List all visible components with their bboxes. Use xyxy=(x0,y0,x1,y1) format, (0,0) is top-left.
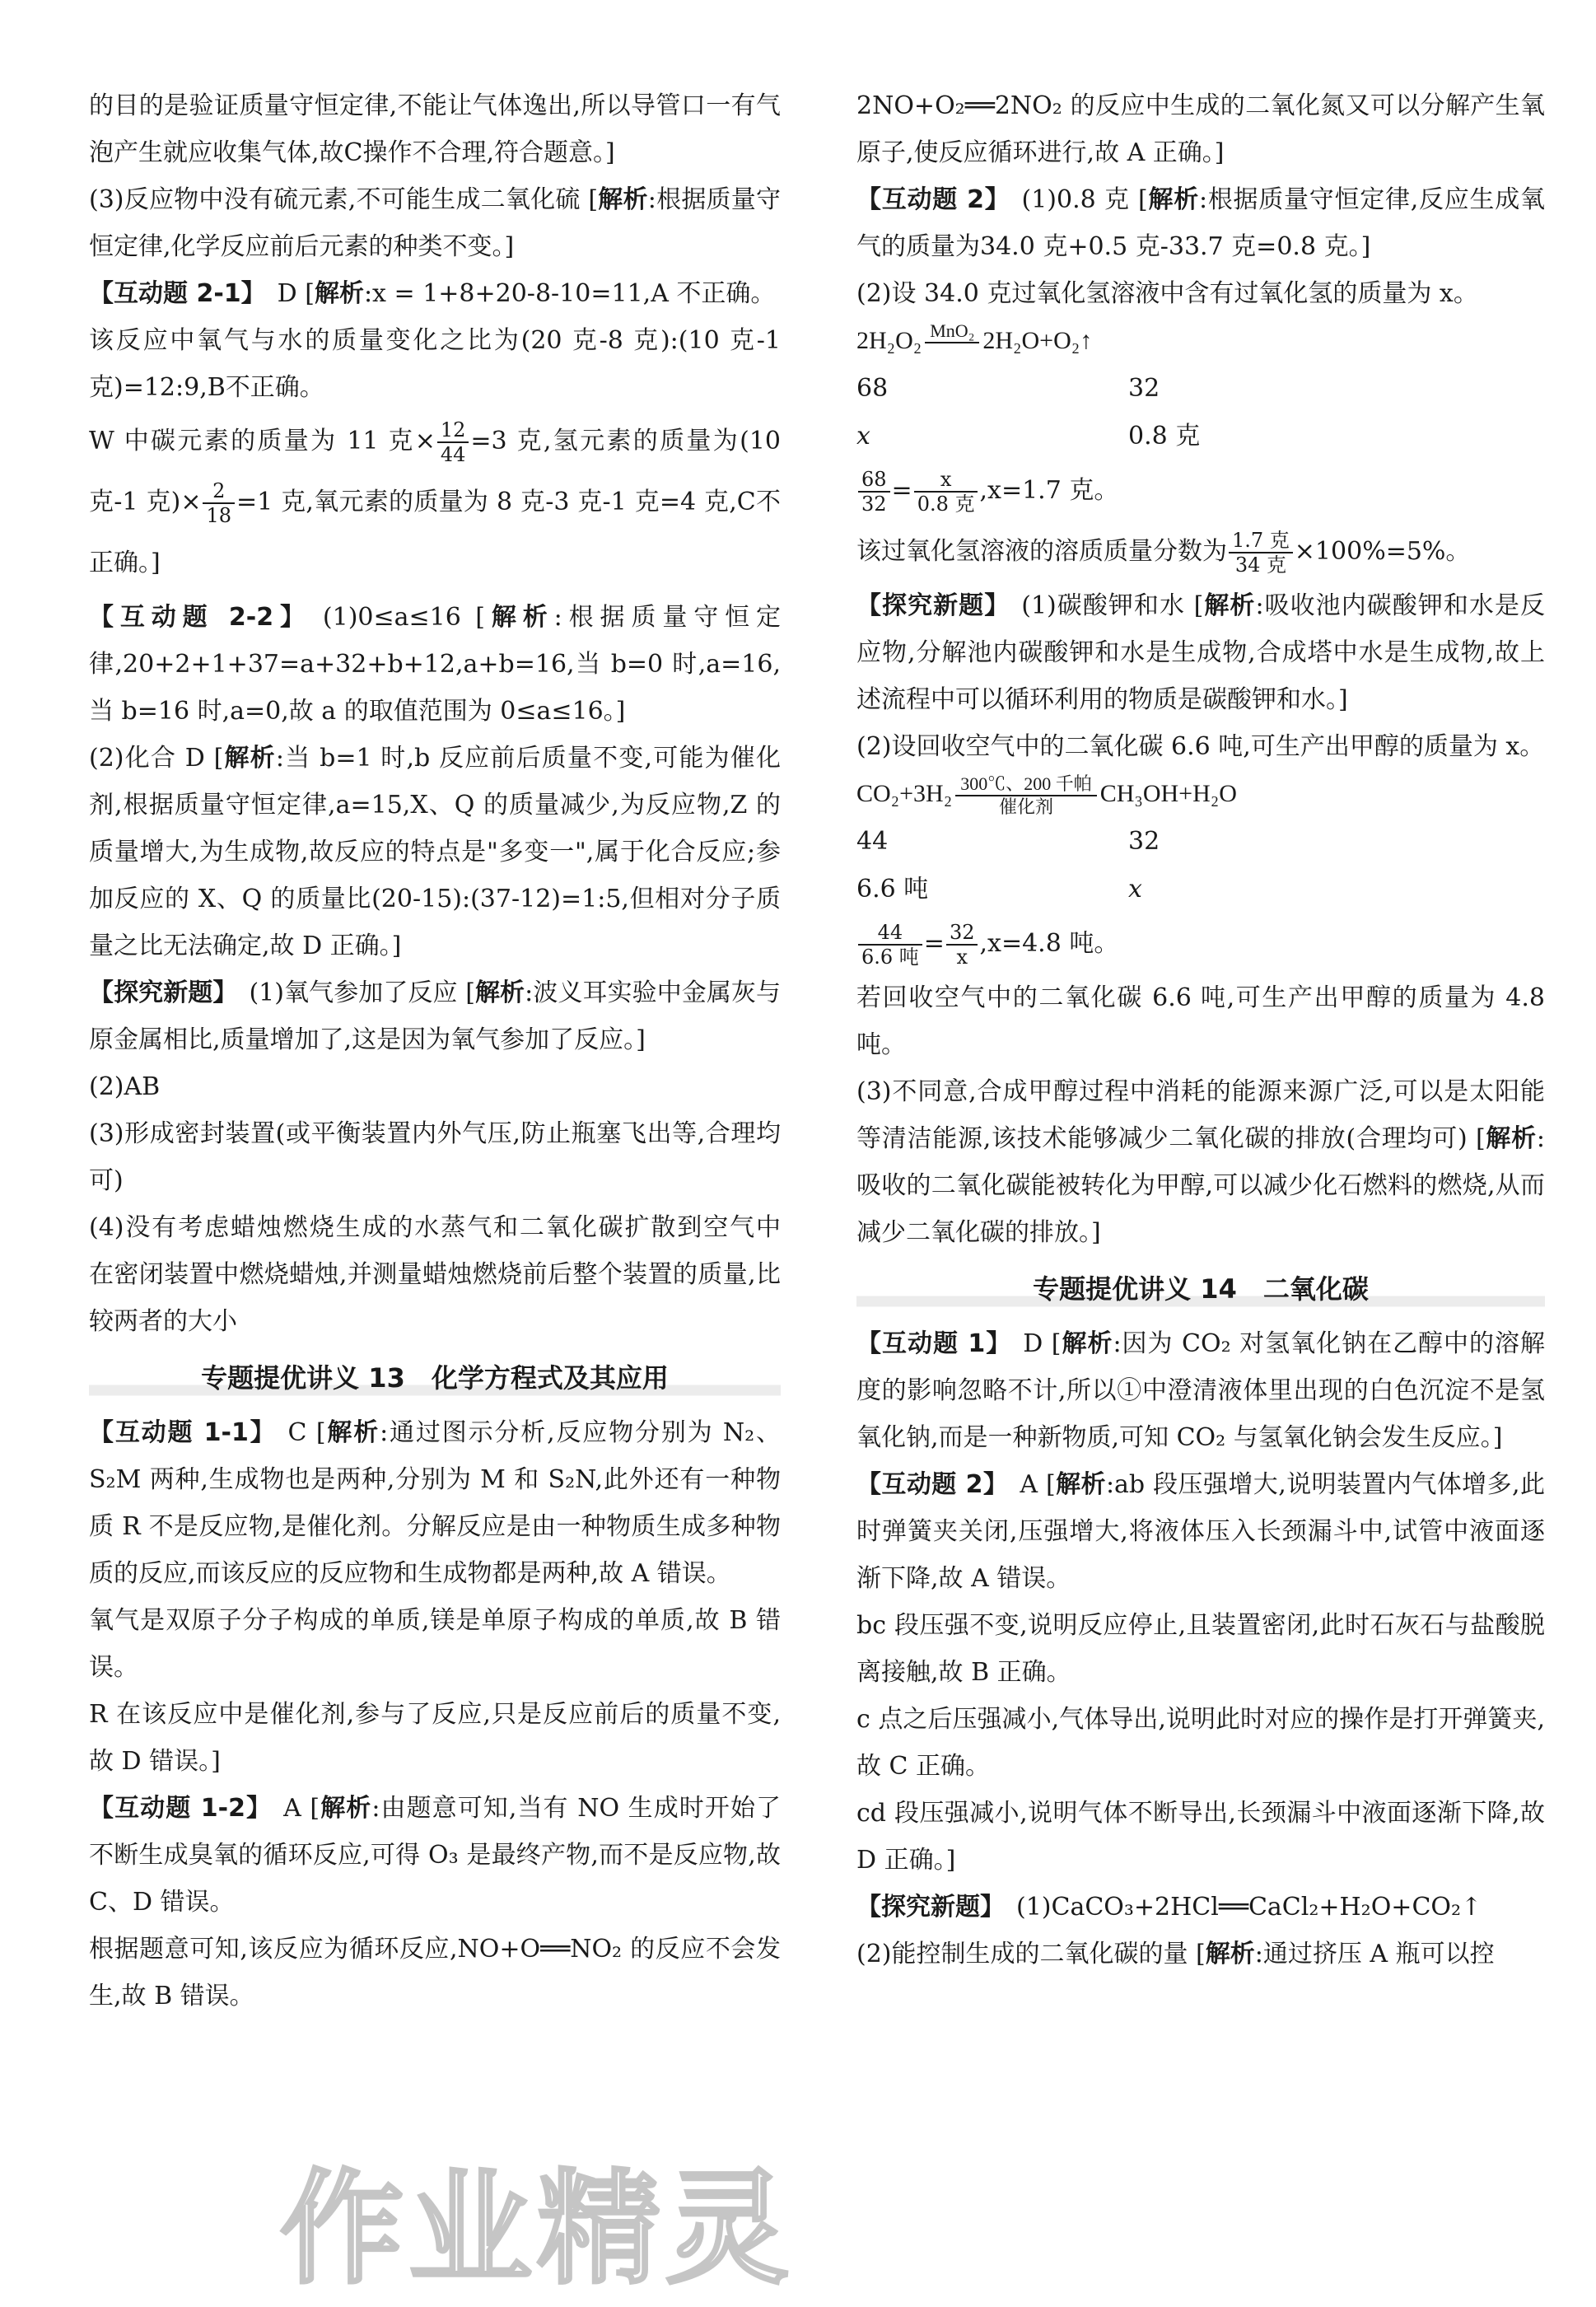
paragraph: 【探究新题】 (1)氧气参加了反应 [解析:波义耳实验中金属灰与原金属相比,质量增加了,这是因为氧气参加了反应。] xyxy=(89,978,782,1054)
paragraph: (2)设回收空气中的二氧化碳 6.6 吨,可生产出甲醇的质量为 x。 xyxy=(856,732,1545,762)
paragraph: W 中碳元素的质量为 11 克× $\frac{12}{44}$ =3 克,氢元素的质量为(10 克-1 克)× $\frac{2}{18}$ =1 克,氧元素的质量为 8 克-3 克-1 克=4 克,C不正确。] xyxy=(89,418,781,577)
right-column xyxy=(856,82,1545,1978)
paragraph: (3)不同意,合成甲醇过程中消耗的能源来源广泛,可以是太阳能等清洁能源,该技术能够减少二氧化碳的排放(合理均可) [解析:吸收的二氧化碳能被转化为甲醇,可以减少化石燃料的燃烧,从而减少二氧化碳的排放。] xyxy=(856,1077,1546,1248)
question-tag: 【探究新题】 xyxy=(856,1893,1005,1922)
paragraph: c 点之后压强减小,气体导出,说明此时对应的操作是打开弹簧夹,故 C 正确。 xyxy=(856,1705,1545,1782)
fraction: $\frac{12}{44}$ xyxy=(437,418,469,466)
question-tag: 【探究新题】 xyxy=(856,591,1010,621)
paragraph: R 在该反应中是催化剂,参与了反应,只是反应前后的质量不变,故 D 错误。] xyxy=(89,1700,781,1776)
left-column xyxy=(89,82,805,2020)
chemical-equation: CO₂+3H₂ 300℃、200 千帕 催化剂 CH₃OH+H₂O xyxy=(856,773,1237,818)
ratio-table: 44 32 6.6 吨 x xyxy=(856,827,1160,904)
paragraph: 【互动题 1-1】 C [解析:通过图示分析,反应物分别为 N₂、S₂M 两种,生成物也是两种,分别为 M 和 S₂N,此外还有一种物质 R 不是反应物,是催化剂。分解反应是由一种物质生成多种物质的反应,而该反应的反应物和生成物都是两种,故 A 错误。 xyxy=(89,1418,782,1588)
paragraph: 【互动题 2-2】 (1)0≤a≤16 [解析:根据质量守恒定律,20+2+1+37=a+32+b+12,a+b=16,当 b=0 时,a=16,当 b=16 时,a=0,故 a 的取值范围为 0≤a≤16。] xyxy=(89,603,782,726)
watermark-logo: 作业精灵 xyxy=(280,2158,795,2301)
paragraph: 2NO+O₂══2NO₂ 的反应中生成的二氧化氮又可以分解产生氧原子,使反应循环进行,故 A 正确。] xyxy=(856,91,1545,167)
question-tag: 【互动题 2】 xyxy=(856,185,1010,214)
question-tag: 【互动题 2-1】 xyxy=(89,279,266,308)
question-tag: 【探究新题】 xyxy=(89,978,238,1007)
paragraph: bc 段压强不变,说明反应停止,且装置密闭,此时石灰石与盐酸脱离接触,故 B 正确。 xyxy=(856,1611,1545,1688)
paragraph: 的目的是验证质量守恒定律,不能让气体逸出,所以导管口一有气泡产生就应收集气体,故C操作不合理,符合题意。] xyxy=(89,91,781,167)
paragraph: 【互动题 2】 A [解析:ab 段压强增大,说明装置内气体增多,此时弹簧夹关闭,压强增大,将液体压入长颈漏斗中,试管中液面逐渐下降,故 A 错误。 xyxy=(856,1470,1545,1594)
paragraph: cd 段压强减小,说明气体不断导出,长颈漏斗中液面逐渐下降,故 D 正确。] xyxy=(856,1799,1545,1875)
question-tag: 【互动题 1-1】 xyxy=(89,1418,277,1447)
paragraph: 该反应中氧气与水的质量变化之比为(20 克-8 克):(10 克-1 克)=12:9,B不正确。 xyxy=(89,326,781,402)
paragraph: 氧气是双原子分子构成的单质,镁是单原子构成的单质,故 B 错误。 xyxy=(89,1606,781,1682)
paragraph: 【探究新题】 (1)碳酸钾和水 [解析:吸收池内碳酸钾和水是反应物,分解池内碳酸钾和水是生成物,合成塔中水是生成物,故上述流程中可以循环利用的物质是碳酸钾和水。] xyxy=(856,591,1546,715)
paragraph: 【互动题 1】 D [解析:因为 CO₂ 对氢氧化钠在乙醇中的溶解度的影响忽略不计,所以①中澄清液体里出现的白色沉淀不是氢氧化钠,而是一种新物质,可知 CO₂ 与氢氧化钠会发生反应。] xyxy=(856,1329,1545,1453)
paragraph: 【互动题 1-2】 A [解析:由题意可知,当有 NO 生成时开始了不断生成臭氧的循环反应,可得 O₃ 是最终产物,而不是反应物,故 C、D 错误。 xyxy=(89,1794,782,1917)
question-tag: 【互动题 2】 xyxy=(856,1470,1009,1500)
paragraph: 【探究新题】 (1)CaCO₃+2HCl══CaCl₂+H₂O+CO₂↑ xyxy=(856,1893,1482,1922)
paragraph: 该过氧化氢溶液的溶质质量分数为 $\frac{\text{1.7 克}}{\text{34 克}}$ ×100%=5%。 xyxy=(856,529,1471,577)
calculation: $\frac{68}{32}$ = $\frac{x}{\text{0.8 克}}$ ,x=1.7 克。 xyxy=(856,460,1545,521)
chemical-equation: 2H₂O₂ MnO₂ 2H₂O+O₂↑ xyxy=(856,320,1093,354)
fraction: $\frac{2}{18}$ xyxy=(203,479,235,527)
paragraph: 若回收空气中的二氧化碳 6.6 吨,可生产出甲醇的质量为 4.8 吨。 xyxy=(856,983,1545,1060)
paragraph: (3)反应物中没有硫元素,不可能生成二氧化硫 [解析:根据质量守恒定律,化学反应前后元素的种类不变。] xyxy=(89,185,781,261)
paragraph: (2)能控制生成的二氧化碳的量 [解析:通过挤压 A 瓶可以控 xyxy=(856,1940,1495,1969)
paragraph: 【互动题 2-1】 D [解析:x = 1+8+20-8-10=11,A 不正确。 xyxy=(89,279,776,308)
ratio-table: 68 32 x 0.8 克 xyxy=(856,374,1201,451)
question-tag: 【互动题 1】 xyxy=(856,1329,1012,1359)
question-tag: 【互动题 1-2】 xyxy=(89,1794,273,1823)
paragraph: (3)形成密封装置(或平衡装置内外气压,防止瓶塞飞出等,合理均可) xyxy=(89,1119,781,1195)
paragraph: (4)没有考虑蜡烛燃烧生成的水蒸气和二氧化碳扩散到空气中 在密闭装置中燃烧蜡烛,并测量蜡烛燃烧前后整个装置的质量,比较两者的大小 xyxy=(89,1213,805,1336)
section-heading: 专题提优讲义 13 化学方程式及其应用 xyxy=(89,1348,781,1408)
paragraph: (2)AB xyxy=(89,1072,161,1101)
question-tag: 【互动题 2-2】 xyxy=(89,603,311,632)
paragraph: (2)设 34.0 克过氧化氢溶液中含有过氧化氢的质量为 x。 xyxy=(856,279,1478,308)
section-heading: 专题提优讲义 14 二氧化碳 xyxy=(856,1259,1545,1319)
paragraph: 根据题意可知,该反应为循环反应,NO+O══NO₂ 的反应不会发生,故 B 错误。 xyxy=(89,1935,781,2010)
paragraph: (2)化合 D [解析:当 b=1 时,b 反应前后质量不变,可能为催化剂,根据质量守恒定律,a=15,X、Q 的质量减少,为反应物,Z 的质量增大,为生成物,故反应的特点是"多变一",属于化合反应;参加反应的 X、Q 的质量比(20-15):(37-12)=1:5,但相对分子质量之比无法确定,故 D 正确。] xyxy=(89,744,782,960)
calculation: $\frac{44}{\text{6.6 吨}}$ = $\frac{32}{x}$ ,x=4.8 吨。 xyxy=(856,913,1545,974)
paragraph: 【互动题 2】 (1)0.8 克 [解析:根据质量守恒定律,反应生成氧气的质量为34.0 克+0.5 克-33.7 克=0.8 克。] xyxy=(856,185,1545,261)
